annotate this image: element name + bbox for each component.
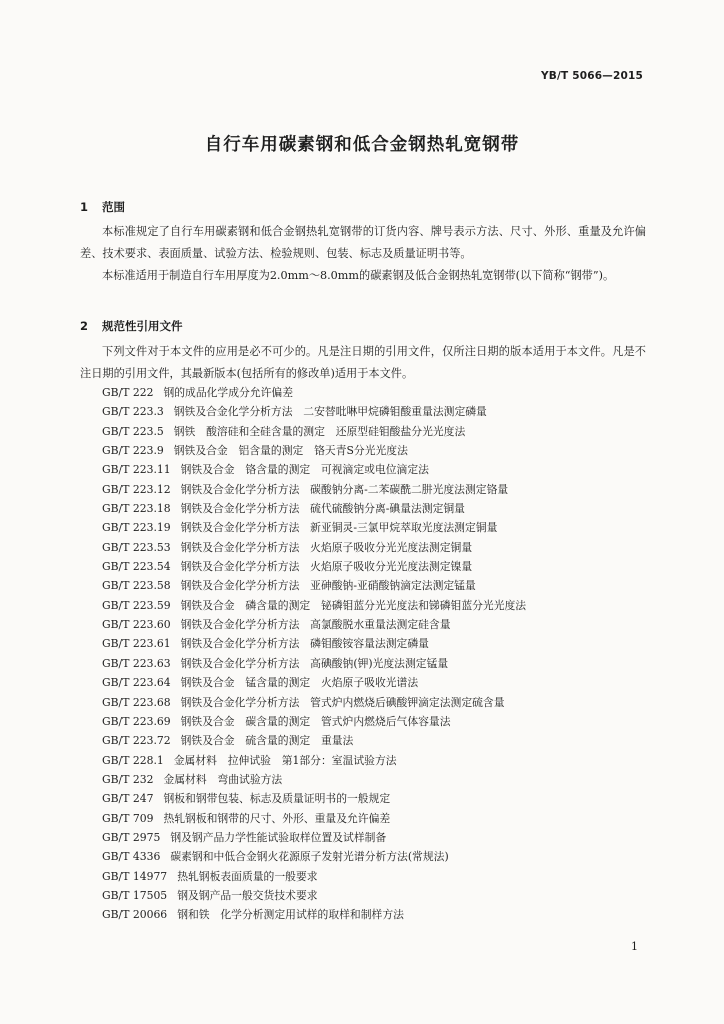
section-title: 范围 bbox=[102, 200, 125, 214]
reference-title: 钢铁及合金化学分析方法 碳酸钠分离-二苯碳酰二肼光度法测定铬量 bbox=[180, 482, 509, 496]
reference-code: GB/T 709 bbox=[102, 811, 154, 825]
reference-item bbox=[102, 557, 526, 576]
reference-code: GB/T 223.72 bbox=[102, 734, 171, 748]
reference-title: 钢板和钢带包装、标志及质量证明书的一般规定 bbox=[163, 792, 391, 806]
reference-code: GB/T 223.12 bbox=[102, 482, 171, 496]
reference-item bbox=[102, 576, 526, 595]
reference-item bbox=[102, 770, 526, 789]
reference-code: GB/T 247 bbox=[102, 792, 154, 806]
reference-code: GB/T 223.69 bbox=[102, 714, 171, 728]
refs-intro-paragraph: 下列文件对于本文件的应用是必不可少的。凡是注日期的引用文件，仅所注日期的版本适用于本文件。凡是不注日期的引用文件，其最新版本(包括所有的修改单)适用于本文件。 bbox=[80, 345, 646, 380]
reference-code: GB/T 223.53 bbox=[102, 540, 171, 554]
reference-item bbox=[102, 809, 526, 828]
reference-item bbox=[102, 538, 526, 557]
reference-item bbox=[102, 518, 526, 537]
reference-code: GB/T 223.59 bbox=[102, 598, 171, 612]
reference-title: 钢铁及合金化学分析方法 高碘酸钠(钾)光度法测定锰量 bbox=[180, 656, 449, 670]
reference-code: GB/T 17505 bbox=[102, 888, 168, 902]
reference-code: GB/T 223.5 bbox=[102, 424, 164, 438]
reference-item bbox=[102, 847, 526, 866]
reference-title: 钢铁及合金化学分析方法 二安替吡啉甲烷磷钼酸重量法测定磷量 bbox=[173, 405, 487, 419]
reference-title: 热轧钢板表面质量的一般要求 bbox=[177, 869, 318, 883]
reference-title: 碳素钢和中低合金钢火花源原子发射光谱分析方法(常规法) bbox=[170, 850, 449, 864]
reference-item bbox=[102, 441, 526, 460]
reference-item bbox=[102, 596, 526, 615]
reference-code: GB/T 14977 bbox=[102, 869, 168, 883]
reference-title: 钢铁及合金 磷含量的测定 铋磷钼蓝分光光度法和锑磷钼蓝分光光度法 bbox=[180, 598, 527, 612]
reference-code: GB/T 4336 bbox=[102, 850, 161, 864]
reference-item bbox=[102, 751, 526, 770]
reference-title: 钢铁及合金化学分析方法 火焰原子吸收分光光度法测定铜量 bbox=[180, 540, 473, 554]
reference-item bbox=[102, 634, 526, 653]
reference-code: GB/T 223.9 bbox=[102, 444, 164, 458]
reference-item bbox=[102, 422, 526, 441]
reference-title: 钢及钢产品力学性能试验取样位置及试样制备 bbox=[170, 830, 387, 844]
reference-title: 金属材料 拉伸试验 第1部分：室温试验方法 bbox=[173, 753, 397, 767]
scope-paragraph-2: 本标准适用于制造自行车用厚度为2.0mm～8.0mm的碳素钢及低合金钢热轧宽钢带(以下简称“钢带”)。 bbox=[102, 269, 615, 282]
reference-code: GB/T 223.64 bbox=[102, 676, 171, 690]
section-title: 规范性引用文件 bbox=[102, 319, 183, 333]
reference-title: 钢铁及合金化学分析方法 磷钼酸铵容量法测定磷量 bbox=[180, 637, 429, 651]
scope-paragraph-1: 本标准规定了自行车用碳素钢和低合金钢热轧宽钢带的订货内容、牌号表示方法、尺寸、外形、重量及允许偏差、技术要求、表面质量、试验方法、检验规则、包装、标志及质量证明书等。 bbox=[80, 225, 646, 260]
reference-title: 钢铁及合金 铬含量的测定 可视滴定或电位滴定法 bbox=[180, 463, 429, 477]
section-number: 2 bbox=[80, 319, 89, 333]
reference-item bbox=[102, 402, 526, 421]
reference-title: 钢铁及合金 硫含量的测定 重量法 bbox=[180, 734, 354, 748]
reference-title: 钢铁及合金 碳含量的测定 管式炉内燃烧后气体容量法 bbox=[180, 714, 451, 728]
reference-item bbox=[102, 905, 526, 924]
reference-item bbox=[102, 615, 526, 634]
reference-item bbox=[102, 789, 526, 808]
reference-title: 钢及钢产品一般交货技术要求 bbox=[177, 888, 318, 902]
reference-title: 钢铁及合金化学分析方法 亚砷酸钠-亚硝酸钠滴定法测定锰量 bbox=[180, 579, 476, 593]
reference-item bbox=[102, 673, 526, 692]
reference-item bbox=[102, 499, 526, 518]
reference-title: 钢铁及合金化学分析方法 新亚铜灵-三氯甲烷萃取光度法测定铜量 bbox=[180, 521, 498, 535]
reference-title: 钢和铁 化学分析测定用试样的取样和制样方法 bbox=[177, 908, 404, 922]
section-scope-heading bbox=[80, 199, 125, 215]
standard-code: YB/T 5066—2015 bbox=[540, 70, 643, 82]
reference-code: GB/T 232 bbox=[102, 772, 154, 786]
reference-title: 钢铁 酸溶硅和全硅含量的测定 还原型硅钼酸盐分光光度法 bbox=[173, 424, 466, 438]
reference-code: GB/T 223.60 bbox=[102, 618, 171, 632]
page-number: 1 bbox=[631, 940, 638, 953]
reference-title: 热轧钢板和钢带的尺寸、外形、重量及允许偏差 bbox=[163, 811, 391, 825]
reference-item bbox=[102, 731, 526, 750]
reference-code: GB/T 223.61 bbox=[102, 637, 171, 651]
reference-code: GB/T 20066 bbox=[102, 908, 168, 922]
reference-title: 钢铁及合金化学分析方法 硫代硫酸钠分离-碘量法测定铜量 bbox=[180, 502, 465, 516]
reference-item bbox=[102, 867, 526, 886]
document-title: 自行车用碳素钢和低合金钢热轧宽钢带 bbox=[204, 135, 520, 155]
reference-code: GB/T 2975 bbox=[102, 830, 161, 844]
section-refs-heading bbox=[80, 318, 183, 334]
reference-title: 钢铁及合金化学分析方法 管式炉内燃烧后碘酸钾滴定法测定硫含量 bbox=[180, 695, 505, 709]
reference-code: GB/T 222 bbox=[102, 386, 154, 399]
reference-code: GB/T 223.18 bbox=[102, 502, 171, 516]
reference-item bbox=[102, 460, 526, 479]
reference-code: GB/T 223.11 bbox=[102, 463, 171, 477]
reference-item bbox=[102, 886, 526, 905]
reference-title: 钢铁及合金 铝含量的测定 铬天青S分光光度法 bbox=[173, 444, 408, 458]
reference-item bbox=[102, 828, 526, 847]
reference-list bbox=[102, 383, 526, 925]
reference-item bbox=[102, 654, 526, 673]
reference-title: 钢铁及合金 锰含量的测定 火焰原子吸收光谱法 bbox=[180, 676, 419, 690]
section-number: 1 bbox=[80, 200, 89, 214]
reference-code: GB/T 223.3 bbox=[102, 405, 164, 419]
reference-item bbox=[102, 693, 526, 712]
reference-code: GB/T 223.68 bbox=[102, 695, 171, 709]
reference-item bbox=[102, 480, 526, 499]
reference-title: 钢铁及合金化学分析方法 火焰原子吸收分光光度法测定镍量 bbox=[180, 560, 473, 574]
reference-code: GB/T 223.63 bbox=[102, 656, 171, 670]
reference-title: 钢铁及合金化学分析方法 高氯酸脱水重量法测定硅含量 bbox=[180, 618, 451, 632]
reference-item bbox=[102, 383, 526, 402]
reference-code: GB/T 223.58 bbox=[102, 579, 171, 593]
reference-code: GB/T 223.54 bbox=[102, 560, 171, 574]
reference-title: 金属材料 弯曲试验方法 bbox=[163, 772, 283, 786]
reference-code: GB/T 223.19 bbox=[102, 521, 171, 535]
reference-code: GB/T 228.1 bbox=[102, 753, 164, 767]
reference-title: 钢的成品化学成分允许偏差 bbox=[163, 386, 294, 399]
reference-item bbox=[102, 712, 526, 731]
